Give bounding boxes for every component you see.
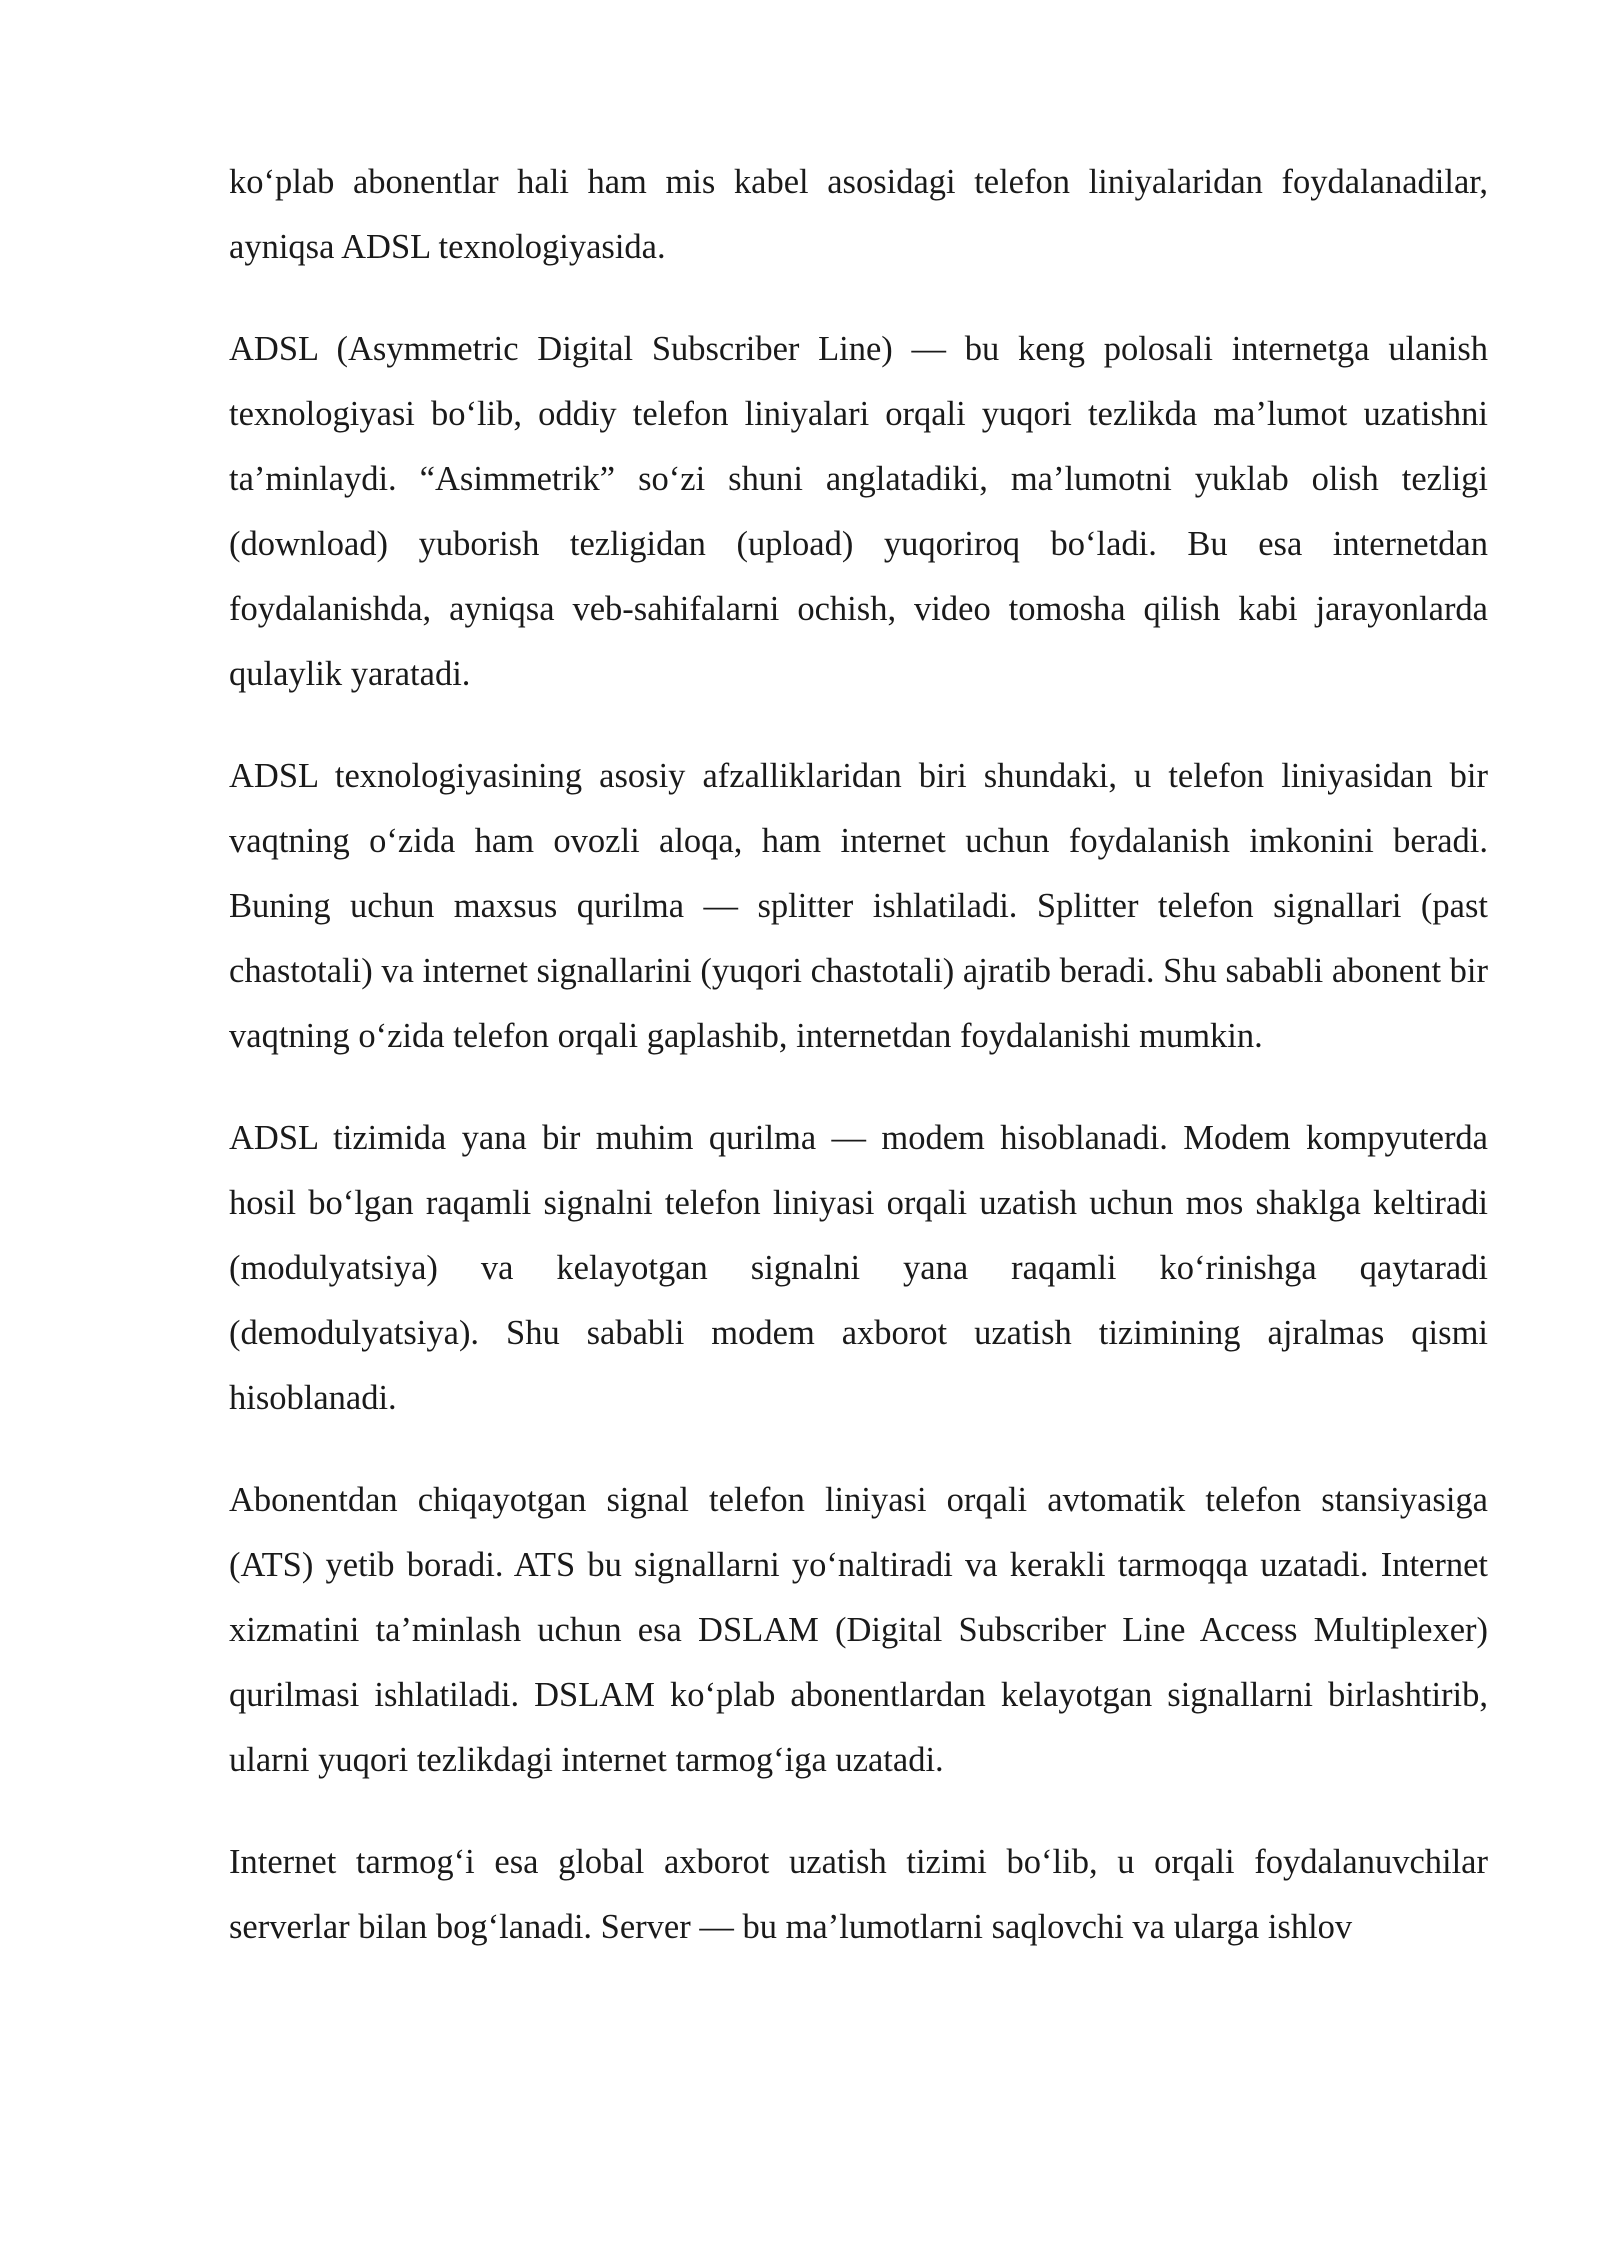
paragraph-5: Abonentdan chiqayotgan signal telefon liniyasi orqali avtomatik telefon stansiyasiga (ATS) yetib boradi. ATS bu signallarni yo‘naltiradi va kerakli tarmoqqa uzatadi. Internet xizmatini ta’minlash uchun esa DSLAM (Digital Subscriber Line Access Multiplexer) qurilmasi ishlatiladi. DSLAM ko‘plab abonentlardan kelayotgan signallarni birlashtirib, ularni yuqori tezlikdagi internet tarmog‘iga uzatadi. <box>229 1481 1488 1779</box>
paragraph-3: ADSL texnologiyasining asosiy afzalliklaridan biri shundaki, u telefon liniyasidan bir vaqtning o‘zida ham ovozli aloqa, ham internet uchun foydalanish imkonini beradi. Buning uchun maxsus qurilma — splitter ishlatiladi. Splitter telefon signallari (past chastotali) va internet signallarini (yuqori chastotali) ajratib beradi. Shu sababli abonent bir vaqtning o‘zida telefon orqali gaplashib, internetdan foydalanishi mumkin. <box>229 757 1488 1055</box>
paragraph-2: ADSL (Asymmetric Digital Subscriber Line) — bu keng polosali internetga ulanish texnologiyasi bo‘lib, oddiy telefon liniyalari orqali yuqori tezlikda ma’lumot uzatishni ta’minlaydi. “Asimmetrik” so‘zi shuni anglatadiki, ma’lumotni yuklab olish tezligi (download) yuborish tezligidan (upload) yuqoriroq bo‘ladi. Bu esa internetdan foydalanishda, ayniqsa veb-sahifalarni ochish, video tomosha qilish kabi jarayonlarda qulaylik yaratadi. <box>229 330 1488 693</box>
paragraph-4: ADSL tizimida yana bir muhim qurilma — modem hisoblanadi. Modem kompyuterda hosil bo‘lgan raqamli signalni telefon liniyasi orqali uzatish uchun mos shaklga keltiradi (modulyatsiya) va kelayotgan signalni yana raqamli ko‘rinishga qaytaradi (demodulyatsiya). Shu sababli modem axborot uzatish tizimining ajralmas qismi hisoblanadi. <box>229 1119 1488 1417</box>
document-page <box>229 150 1488 1997</box>
paragraph-1: ko‘plab abonentlar hali ham mis kabel asosidagi telefon liniyalaridan foydalanadilar, ayniqsa ADSL texnologiyasida. <box>229 163 1488 266</box>
paragraph-6: Internet tarmog‘i esa global axborot uzatish tizimi bo‘lib, u orqali foydalanuvchilar serverlar bilan bog‘lanadi. Server — bu ma’lumotlarni saqlovchi va ularga ishlov <box>229 1843 1488 1946</box>
